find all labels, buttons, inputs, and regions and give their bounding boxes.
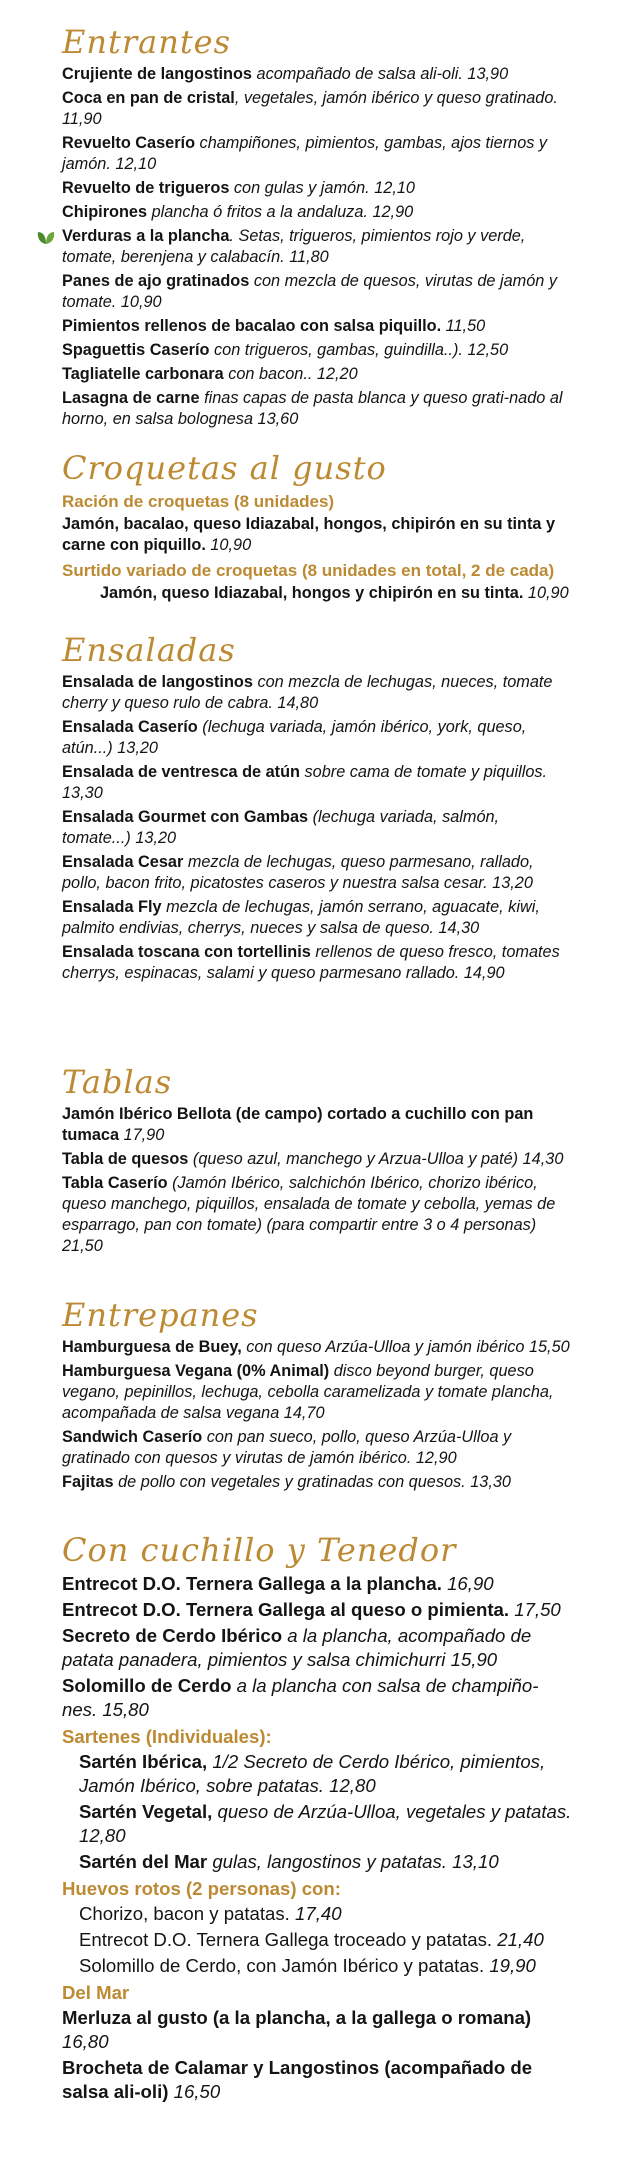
item-price: 16,80 xyxy=(62,2031,109,2052)
entrepanes-list xyxy=(62,1337,572,1493)
item-price: 16,90 xyxy=(447,1573,494,1594)
tablas-list xyxy=(62,1104,572,1257)
menu-item xyxy=(62,1472,572,1493)
item-name: Spaguettis Caserío xyxy=(62,341,210,359)
menu-item xyxy=(62,1149,572,1170)
menu-item xyxy=(62,762,572,804)
item-price: 14,80 xyxy=(277,694,319,712)
item-name: Revuelto Caserío xyxy=(62,134,196,152)
item-name: Fajitas xyxy=(62,1473,114,1491)
section-croquetas xyxy=(62,448,572,607)
cuchillo-list xyxy=(62,1572,572,1722)
item-price: 13,60 xyxy=(257,410,299,428)
item-price: 13,20 xyxy=(117,739,158,757)
item-name: Ensalada Fly xyxy=(62,898,162,916)
item-name: Ensalada de ventresca de atún xyxy=(62,763,300,781)
item-description: a la plancha con salsa de champiño-nes. xyxy=(62,1675,539,1720)
item-name: Chorizo, bacon y patatas. xyxy=(79,1903,290,1924)
subheading: Surtido variado de croquetas (8 unidades en total, 2 de cada) xyxy=(62,561,555,580)
item-name: Ensalada Gourmet con Gambas xyxy=(62,808,309,826)
menu-item xyxy=(62,1624,572,1672)
item-description: con trigueros, gambas, guindilla..). xyxy=(214,341,463,359)
item-name: Sandwich Caserío xyxy=(62,1428,203,1446)
section-tablas xyxy=(62,1062,572,1260)
item-description: rellenos de queso fresco, tomates cherrys, espinacas, salami y queso parmesano rallado. xyxy=(62,943,560,982)
section-title: Ensaladas xyxy=(62,631,236,669)
menu-item xyxy=(62,1598,572,1622)
section-title: Con cuchillo y Tenedor xyxy=(62,1531,457,1569)
item-price: 12,50 xyxy=(467,341,509,359)
item-description: plancha ó fritos a la andaluza. xyxy=(151,203,368,221)
item-description: gulas, langostinos y patatas. xyxy=(212,1851,447,1872)
item-name: Ensalada Cesar xyxy=(62,853,184,871)
menu-item xyxy=(79,1800,572,1848)
item-description: con gulas y jamón. xyxy=(233,179,370,197)
item-name: Ensalada Caserío xyxy=(62,718,198,736)
item-description: . Setas, trigueros, pimientos rojo y verde, tomate, berenjena y calabacín. xyxy=(62,227,526,266)
item-name: Entrecot D.O. Ternera Gallega troceado y patatas. xyxy=(79,1929,493,1950)
menu-item xyxy=(62,226,572,268)
item-description: sobre cama de tomate y piquillos. xyxy=(304,763,548,781)
item-description: con mezcla de quesos, virutas de jamón y tomate. xyxy=(62,272,557,311)
item-text: Jamón, queso Idiazabal, hongos y chipirón en su tinta. xyxy=(100,584,524,602)
section-title: Entrantes xyxy=(62,23,232,61)
section-title: Tablas xyxy=(62,1063,173,1101)
menu-item xyxy=(62,1361,572,1424)
item-price: 13,30 xyxy=(62,784,103,802)
menu-item xyxy=(62,178,572,199)
section-entrantes xyxy=(62,22,572,433)
item-name: Sartén Ibérica, xyxy=(79,1751,208,1772)
item-name: Chipirones xyxy=(62,203,148,221)
section-ensaladas xyxy=(62,630,572,987)
menu-item xyxy=(62,717,572,759)
item-description: con pan sueco, pollo, queso Arzúa-Ulloa y gratinado con quesos y virutas de jamón ibérico. xyxy=(62,1428,512,1467)
item-price: 10,90 xyxy=(527,584,569,602)
menu-item xyxy=(79,1850,572,1874)
subheading: Ración de croquetas (8 unidades) xyxy=(62,492,335,511)
item-name: Revuelto de trigueros xyxy=(62,179,230,197)
menu-item xyxy=(62,133,572,175)
item-price: 12,80 xyxy=(79,1825,126,1846)
menu-item xyxy=(62,316,572,337)
item-name: Solomillo de Cerdo xyxy=(62,1675,232,1696)
item-name: Brocheta de Calamar y Langostinos (acompañado de salsa ali-oli) xyxy=(62,2057,533,2102)
vegan-leaf-icon xyxy=(36,229,56,245)
item-price: 10,90 xyxy=(210,536,252,554)
item-description: (lechuga variada, jamón ibérico, york, queso, atún...) xyxy=(62,718,527,757)
subheading-huevos: Huevos rotos (2 personas) con: xyxy=(62,1878,341,1899)
item-description: acompañado de salsa ali-oli. xyxy=(256,65,463,83)
item-name: Sartén del Mar xyxy=(79,1851,208,1872)
menu-item xyxy=(62,64,572,85)
item-price: 21,50 xyxy=(62,1237,103,1255)
item-name: Hamburguesa Vegana (0% Animal) xyxy=(62,1362,330,1380)
menu-item xyxy=(62,2006,572,2054)
item-price: 13,90 xyxy=(467,65,509,83)
menu-item xyxy=(62,1427,572,1469)
item-name: Tabla Caserío xyxy=(62,1174,168,1192)
section-title: Entrepanes xyxy=(62,1296,259,1334)
item-description: con mezcla de lechugas, nueces, tomate cherry y queso rulo de cabra. xyxy=(62,673,553,712)
item-description: con bacon.. xyxy=(228,365,313,383)
item-price: 12,90 xyxy=(372,203,414,221)
item-description: mezcla de lechugas, queso parmesano, rallado, pollo, bacon frito, picatostes caseros y nuestra salsa cesar. xyxy=(62,853,534,892)
item-price: 14,70 xyxy=(283,1404,325,1422)
item-description: finas capas de pasta blanca y queso grati-nado al horno, en salsa bolognesa xyxy=(62,389,563,428)
item-price: 15,80 xyxy=(102,1699,149,1720)
item-price: 17,90 xyxy=(123,1126,165,1144)
item-description: a la plancha, acompañado de patata panadera, pimientos y salsa chimichurri xyxy=(62,1625,532,1670)
item-description: (queso azul, manchego y Arzua-Ulloa y paté) xyxy=(192,1150,519,1168)
subheading-mar: Del Mar xyxy=(62,1982,130,2003)
item-price: 12,90 xyxy=(415,1449,457,1467)
menu-item xyxy=(62,514,572,556)
item-price: 13,10 xyxy=(452,1851,499,1872)
item-name: Coca en pan de cristal xyxy=(62,89,235,107)
item-description: (Jamón Ibérico, salchichón Ibérico, chorizo ibérico, queso manchego, piquillos, ensalada de tomate y cebolla, yemas de esparrago, pan con tomate) (para compartir entre 3 o 4 personas) xyxy=(62,1174,556,1234)
item-price: 15,90 xyxy=(450,1649,498,1670)
item-name: Lasagna de carne xyxy=(62,389,200,407)
item-price: 11,90 xyxy=(62,110,102,128)
item-text: Jamón, bacalao, queso Idiazabal, hongos, chipirón en su tinta y carne con piquillo. xyxy=(62,515,556,554)
sartenes-list xyxy=(62,1750,572,1874)
item-price: 11,50 xyxy=(445,317,486,335)
item-name: Entrecot D.O. Ternera Gallega a la plancha. xyxy=(62,1573,442,1594)
item-price: 16,50 xyxy=(173,2081,221,2102)
item-price: 12,80 xyxy=(329,1775,376,1796)
menu-item xyxy=(62,672,572,714)
menu-item xyxy=(62,1173,572,1257)
menu-item xyxy=(62,202,572,223)
menu-item xyxy=(62,583,572,604)
item-price: 14,90 xyxy=(463,964,505,982)
huevos-list xyxy=(62,1902,572,1978)
menu-item xyxy=(62,897,572,939)
item-price: 21,40 xyxy=(497,1929,544,1950)
item-description: mezcla de lechugas, jamón serrano, aguacate, kiwi, palmito endivias, cherrys, nueces y salsa de queso. xyxy=(62,898,540,937)
item-name: Ensalada toscana con tortellinis xyxy=(62,943,311,961)
entrantes-list xyxy=(62,64,572,430)
section-title: Croquetas al gusto xyxy=(62,449,387,487)
item-name: Panes de ajo gratinados xyxy=(62,272,250,290)
menu-item xyxy=(62,340,572,361)
menu-item xyxy=(62,1572,572,1596)
item-description: con queso Arzúa-Ulloa y jamón ibérico xyxy=(246,1338,525,1356)
item-price: 14,30 xyxy=(438,919,480,937)
menu-item xyxy=(79,1902,572,1926)
item-price: 14,30 xyxy=(522,1150,564,1168)
item-price: 17,50 xyxy=(514,1599,561,1620)
item-price: 19,90 xyxy=(489,1955,536,1976)
item-description: (lechuga variada, salmón, tomate...) xyxy=(62,808,500,847)
item-price: 12,10 xyxy=(115,155,157,173)
item-name: Ensalada de langostinos xyxy=(62,673,253,691)
item-description: 1/2 Secreto de Cerdo Ibérico, pimientos, Jamón Ibérico, sobre patatas. xyxy=(79,1751,546,1796)
item-description: disco beyond burger, queso vegano, pepinillos, lechuga, cebolla caramelizada y tomate plancha, acompañada de salsa vegana xyxy=(62,1362,554,1422)
item-name: Pimientos rellenos de bacalao con salsa piquillo. xyxy=(62,317,442,335)
menu-item xyxy=(62,88,572,130)
menu-item xyxy=(79,1928,572,1952)
mar-list xyxy=(62,2006,572,2104)
item-price: 13,20 xyxy=(492,874,533,892)
item-price: 13,20 xyxy=(135,829,177,847)
item-price: 11,80 xyxy=(289,248,329,266)
item-name: Jamón Ibérico Bellota (de campo) cortado a cuchillo con pan tumaca xyxy=(62,1105,534,1144)
item-name: Entrecot D.O. Ternera Gallega al queso o pimienta. xyxy=(62,1599,510,1620)
item-name: Verduras a la plancha xyxy=(62,227,230,245)
menu-item xyxy=(62,2056,572,2104)
item-price: 12,20 xyxy=(316,365,358,383)
item-price: 17,40 xyxy=(295,1903,342,1924)
item-name: Solomillo de Cerdo, con Jamón Ibérico y patatas. xyxy=(79,1955,485,1976)
item-name: Tagliatelle carbonara xyxy=(62,365,224,383)
item-name: Merluza al gusto (a la plancha, a la gallega o romana) xyxy=(62,2007,532,2028)
menu-item xyxy=(62,942,572,984)
section-entrepanes xyxy=(62,1295,572,1496)
menu-item xyxy=(62,1337,572,1358)
item-name: Tabla de quesos xyxy=(62,1150,189,1168)
item-name: Sartén Vegetal, xyxy=(79,1801,213,1822)
item-name: Hamburguesa de Buey, xyxy=(62,1338,242,1356)
item-price: 15,50 xyxy=(528,1338,570,1356)
item-price: 13,30 xyxy=(470,1473,511,1491)
item-name: Secreto de Cerdo Ibérico xyxy=(62,1625,283,1646)
ensaladas-list xyxy=(62,672,572,984)
subheading-sartenes: Sartenes (Individuales): xyxy=(62,1726,272,1747)
menu-item xyxy=(62,1674,572,1722)
menu-item xyxy=(62,271,572,313)
item-description: queso de Arzúa-Ulloa, vegetales y patatas. xyxy=(217,1801,572,1822)
menu-item xyxy=(62,388,572,430)
item-description: de pollo con vegetales y gratinadas con quesos. xyxy=(118,1473,466,1491)
item-price: 12,10 xyxy=(374,179,415,197)
menu-item xyxy=(79,1750,572,1798)
item-description: champiñones, pimientos, gambas, ajos tiernos y jamón. xyxy=(62,134,548,173)
menu-item xyxy=(62,852,572,894)
menu-item xyxy=(79,1954,572,1978)
section-cuchillo xyxy=(62,1530,572,2106)
item-name: Crujiente de langostinos xyxy=(62,65,252,83)
menu-item xyxy=(62,1104,572,1146)
item-price: 10,90 xyxy=(120,293,162,311)
menu-item xyxy=(62,364,572,385)
item-description: , vegetales, jamón ibérico y queso gratinado. xyxy=(234,89,558,107)
menu-item xyxy=(62,807,572,849)
